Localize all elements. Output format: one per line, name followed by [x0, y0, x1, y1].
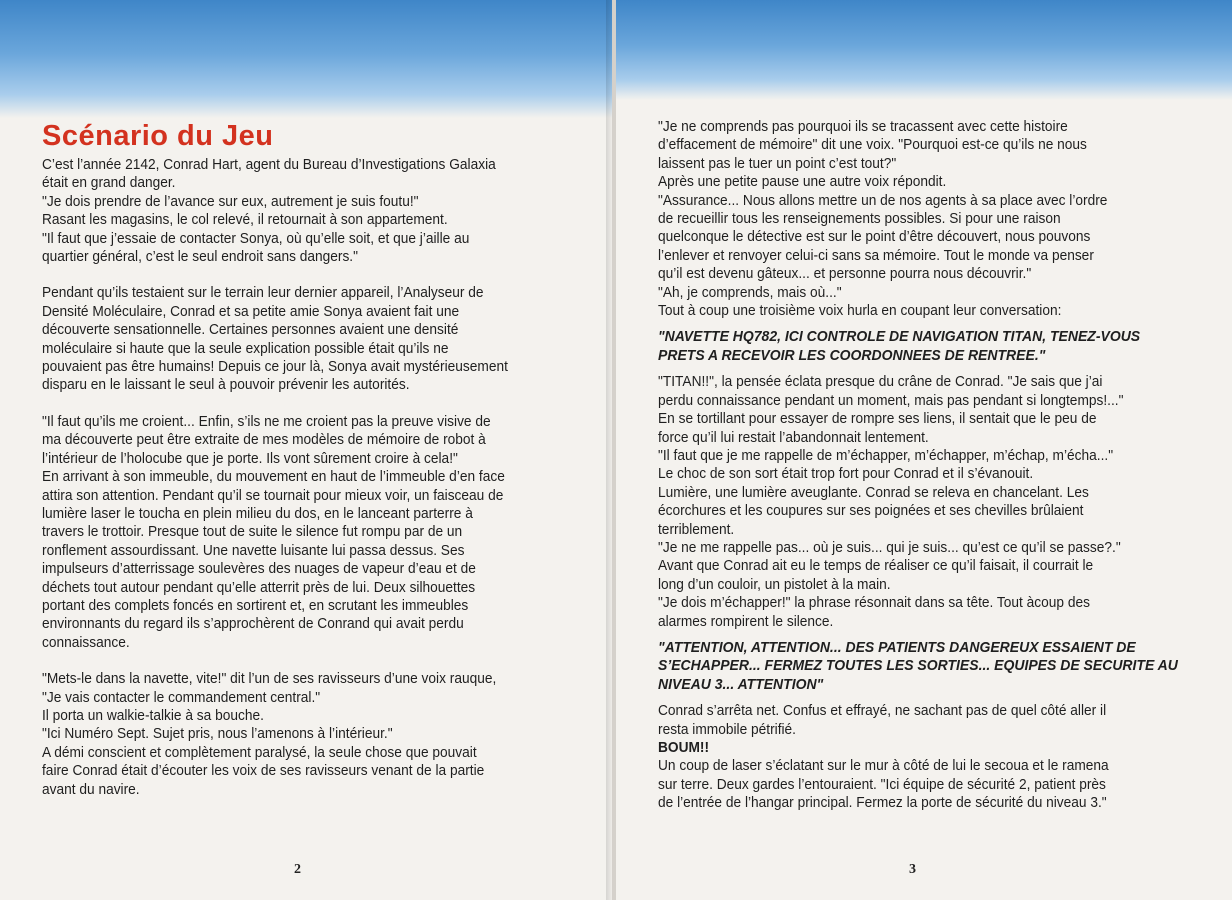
text-line: "Mets-le dans la navette, vite!" dit l’un de ses ravisseurs d’une voix rauque, — [42, 671, 497, 688]
text-line: long d’un couloir, un pistolet à la main. — [658, 576, 891, 593]
text-line: "Je vais contacter le commandement central." — [42, 689, 321, 706]
text-line: "Ah, je comprends, mais où..." — [658, 284, 842, 301]
left-page — [0, 0, 612, 900]
text-line: "Il faut que j’essaie de contacter Sonya, où qu’elle soit, et que j’aille au — [42, 230, 470, 247]
text-line: moléculaire si haute que la seule explication possible était qu’ils ne — [42, 340, 449, 357]
page-title: Scénario du Jeu — [42, 120, 274, 152]
page-number: 3 — [909, 862, 916, 877]
text-line: portant des complets foncés en sortirent et, en scrutant les immeubles — [42, 597, 469, 614]
text-line: disparu en le laissant le seul à pouvoir prévenir les autorités. — [42, 377, 410, 394]
right-body — [658, 118, 1178, 813]
text-line: Tout à coup une troisième voix hurla en coupant leur conversation: — [658, 303, 1062, 320]
text-line: terriblement. — [658, 521, 735, 538]
text-line: C’est l’année 2142, Conrad Hart, agent du Bureau d’Investigations Galaxia — [42, 157, 496, 173]
boum-line: BOUM!! — [658, 740, 710, 756]
text-line: ma découverte peut être extraite de mes modèles de mémoire de robot à — [42, 432, 486, 449]
text-line: PRETS A RECEVOIR LES COORDONNEES DE RENTREE." — [658, 347, 1046, 364]
text-line: "Il faut qu’ils me croient... Enfin, s’ils ne me croient pas la preuve visive de — [42, 413, 491, 430]
text-line: l’intérieur de l’holocube que je porte. Ils vont sûrement croire à cela!" — [42, 450, 458, 467]
page-number: 2 — [294, 862, 301, 877]
text-line: Après une petite pause une autre voix répondit. — [658, 174, 947, 191]
text-line: alarmes rompirent le silence. — [658, 613, 834, 630]
text-line: Conrad s’arrêta net. Confus et effrayé, ne sachant pas de quel côté aller il — [658, 703, 1107, 720]
text-line: "Je dois m’échapper!" la phrase résonnait dans sa tête. Tout àcoup des — [658, 595, 1090, 612]
text-line: attira son attention. Pendant qu’il se tournait pour mieux voir, un faisceau de — [42, 487, 504, 504]
text-line: "TITAN!!", la pensée éclata presque du crâne de Conrad. "Je sais que j’ai — [658, 374, 1103, 391]
text-line: Le choc de son sort était trop fort pour Conrad et il s’évanouit. — [658, 466, 1034, 483]
text-line: quelconque le détective est sur le point d’être découvert, nous pouvons — [658, 229, 1091, 246]
text-line: Pendant qu’ils testaient sur le terrain leur dernier appareil, l’Analyseur de — [42, 285, 484, 302]
text-line: qu’il est devenu gâteux... et personne pourra nous découvrir." — [658, 266, 1032, 283]
header-band — [616, 0, 1232, 100]
text-line: faire Conrad était d’écouter les voix de ses ravisseurs venant de la partie — [42, 763, 485, 780]
right-page — [616, 0, 1232, 900]
text-line: avant du navire. — [42, 781, 140, 798]
text-line: laissent pas le tuer un point c’est tout?" — [658, 155, 897, 172]
text-line: En arrivant à son immeuble, du mouvement en haut de l’immeuble d’en face — [42, 469, 505, 486]
text-line: "Ici Numéro Sept. Sujet pris, nous l’amenons à l’intérieur." — [42, 726, 393, 743]
text-line: Il porta un walkie-talkie à sa bouche. — [42, 707, 264, 724]
text-line: "Il faut que je me rappelle de m’échapper, m’échapper, m’échap, m’écha..." — [658, 447, 1114, 464]
text-line: écorchures et les coupures sur ses poignées et ses chevilles brûlaient — [658, 503, 1084, 520]
text-line: "Je dois prendre de l’avance sur eux, autrement je suis foutu!" — [42, 193, 419, 210]
text-line: A démi conscient et complètement paralysé, la seule chose que pouvait — [42, 744, 477, 761]
text-line: "ATTENTION, ATTENTION... DES PATIENTS DANGEREUX ESSAIENT DE — [658, 639, 1136, 656]
text-line: "Assurance... Nous allons mettre un de nos agents à sa place avec l’ordre — [658, 192, 1108, 209]
text-line: connaissance. — [42, 634, 130, 651]
text-line: force qu’il lui restait l’abandonnait lentement. — [658, 429, 929, 446]
text-line: resta immobile pétrifié. — [658, 721, 797, 738]
text-line: Avant que Conrad ait eu le temps de réaliser ce qu’il faisait, il courrait le — [658, 558, 1094, 575]
text-line: de l’entrée de l’hangar principal. Fermez la porte de sécurité du niveau 3." — [658, 795, 1107, 812]
text-line: "NAVETTE HQ782, ICI CONTROLE DE NAVIGATION TITAN, TENEZ-VOUS — [658, 329, 1141, 346]
text-line: déchets tout autour pendant qu’elle atterrit près de lui. Deux silhouettes — [42, 579, 476, 596]
text-line: quartier général, c’est le seul endroit sans dangers." — [42, 249, 359, 266]
text-line: "Je ne comprends pas pourquoi ils se tracassent avec cette histoire — [658, 119, 1068, 135]
text-line: ronflement assourdissant. Une navette luisante lui passa dessus. Ses — [42, 542, 465, 559]
text-line: Rasant les magasins, le col relevé, il retournait à son appartement. — [42, 212, 448, 229]
text-line: NIVEAU 3... ATTENTION" — [658, 676, 824, 693]
text-line: impulseurs d’atterrissage soulevères des nuages de vapeur d’eau et de — [42, 561, 476, 578]
text-line: était en grand danger. — [42, 175, 176, 192]
text-line: découverte sensationnelle. Certaines personnes avaient une densité — [42, 322, 459, 339]
text-line: de recueillir tous les renseignements possibles. Si pour une raison — [658, 211, 1061, 228]
text-line: l’enlever et renvoyer celui-ci sans sa mémoire. Tout le monde va penser — [658, 247, 1094, 264]
text-line: pouvaient pas être humains! Depuis ce jour là, Sonya avait mystérieusement — [42, 359, 508, 376]
text-line: travers le trottoir. Presque tout de suite le silence fut rompu par de un — [42, 524, 463, 541]
text-line: d’effacement de mémoire" dit une voix. "Pourquoi est-ce qu’ils ne nous — [658, 137, 1087, 154]
text-line: "Je ne me rappelle pas... où je suis... qui je suis... qu’est ce qu’il se passe?." — [658, 539, 1121, 556]
text-line: lumière laser le toucha en plein milieu du dos, en le lanceant parterre à — [42, 505, 473, 522]
text-line: Densité Moléculaire, Conrad et sa petite amie Sonya avaient fait une — [42, 303, 460, 320]
text-line: S’ECHAPPER... FERMEZ TOUTES LES SORTIES... EQUIPES DE SECURITE AU — [658, 658, 1178, 675]
header-band — [0, 0, 612, 118]
text-line: sur terre. Deux gardes l’entouraient. "Ici équipe de sécurité 2, patient près — [658, 776, 1106, 793]
text-line: perdu connaissance pendant un moment, mais pas pendant si longtemps!..." — [658, 392, 1124, 409]
left-body — [42, 156, 554, 799]
text-line: environnants du regard ils s’approchèrent de Conrand qui avait perdu — [42, 616, 464, 633]
text-line: Lumière, une lumière aveuglante. Conrad se releva en chancelant. Les — [658, 484, 1089, 501]
text-line: En se tortillant pour essayer de rompre ses liens, il sentait que le peu de — [658, 411, 1097, 428]
text-line: Un coup de laser s’éclatant sur le mur à côté de lui le secoua et le ramena — [658, 758, 1109, 775]
